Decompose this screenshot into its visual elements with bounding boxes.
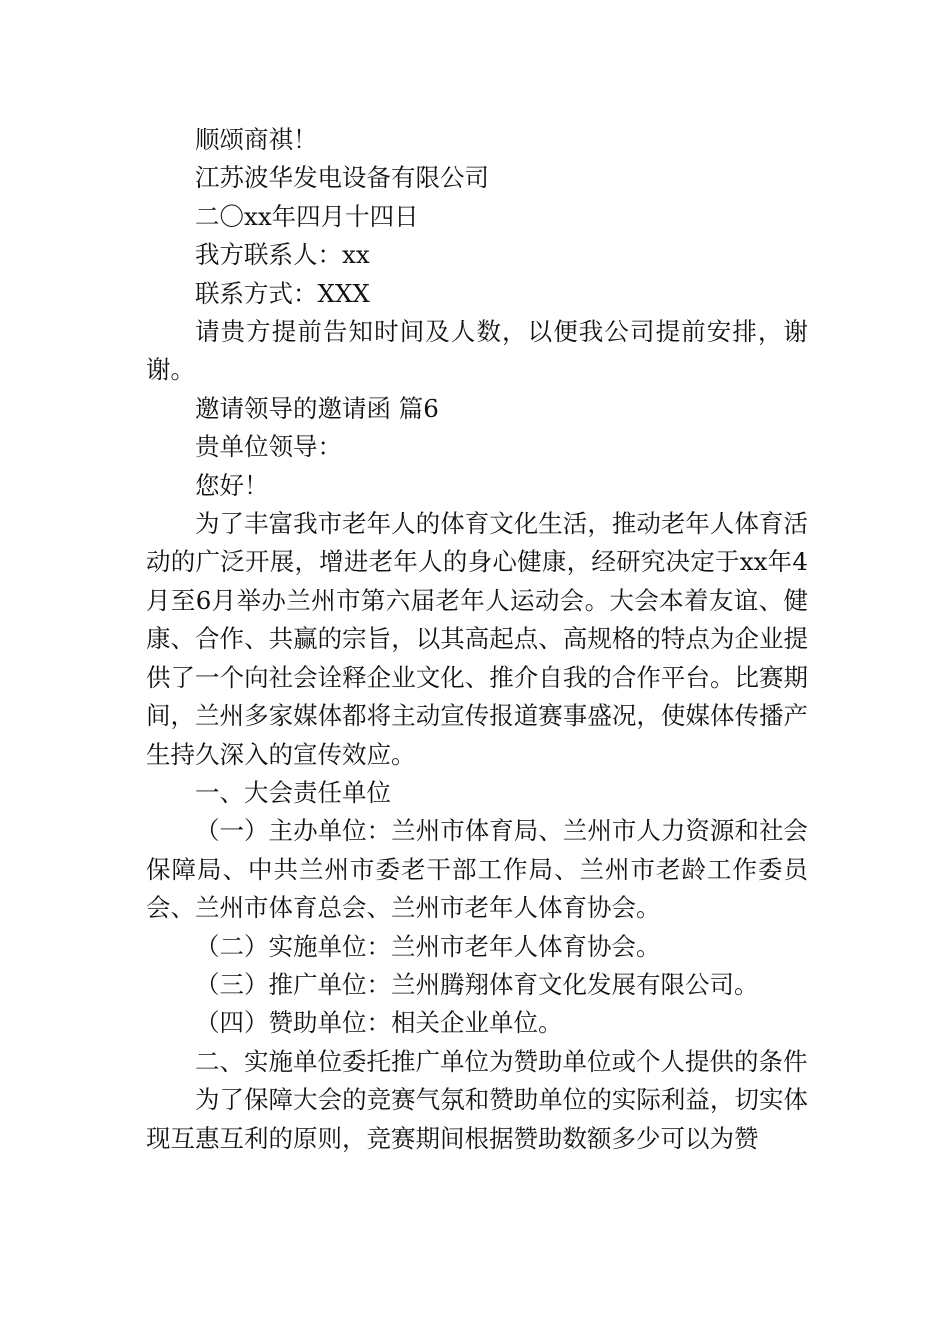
intro-paragraph: 为了丰富我市老年人的体育文化生活，推动老年人体育活动的广泛开展，增进老年人的身心健康，经研究决定于xx年4月至6月举办兰州市第六届老年人运动会。大会本着友谊、健康、合作、共赢的宗旨，以其高起点、高规格的特点为企业提供了一个向社会诠释企业文化、推介自我的合作平台。比赛期间，兰州多家媒体都将主动宣传报道赛事盛况，使媒体传播产生持久深入的宣传效应。 xyxy=(146,509,808,769)
heading-responsible-units: 一、大会责任单位 xyxy=(195,777,391,807)
heading-sponsor-conditions: 二、实施单位委托推广单位为赞助单位或个人提供的条件 xyxy=(195,1046,808,1076)
contact-method: 联系方式：XXX xyxy=(195,278,370,308)
closing-greeting: 顺颂商祺！ xyxy=(195,125,318,154)
organizer-units: （一）主办单位：兰州市体育局、兰州市人力资源和社会保障局、中共兰州市委老干部工作局、兰州市老龄工作委员会、兰州市体育总会、兰州市老年人体育协会。 xyxy=(146,816,808,923)
conditions-paragraph: 为了保障大会的竞赛气氛和赞助单位的实际利益，切实体现互惠互利的原则，竞赛期间根据赞助数额多少可以为赞 xyxy=(146,1085,808,1153)
letter-date: 二〇xx年四月十四日 xyxy=(195,201,419,231)
section-heading: 邀请领导的邀请函 篇6 xyxy=(195,393,439,423)
promotion-unit: （三）推广单位：兰州腾翔体育文化发展有限公司。 xyxy=(195,969,759,999)
arrival-notice: 请贵方提前告知时间及人数，以便我公司提前安排，谢谢。 xyxy=(146,317,808,385)
document-page xyxy=(146,121,808,1158)
greeting: 您好！ xyxy=(195,470,269,500)
contact-person: 我方联系人：xx xyxy=(195,240,370,270)
implementing-unit: （二）实施单位：兰州市老年人体育协会。 xyxy=(195,931,661,961)
sponsor-unit: （四）赞助单位：相关企业单位。 xyxy=(195,1008,563,1038)
company-signature: 江苏波华发电设备有限公司 xyxy=(195,163,489,193)
salutation: 贵单位领导： xyxy=(195,432,342,462)
